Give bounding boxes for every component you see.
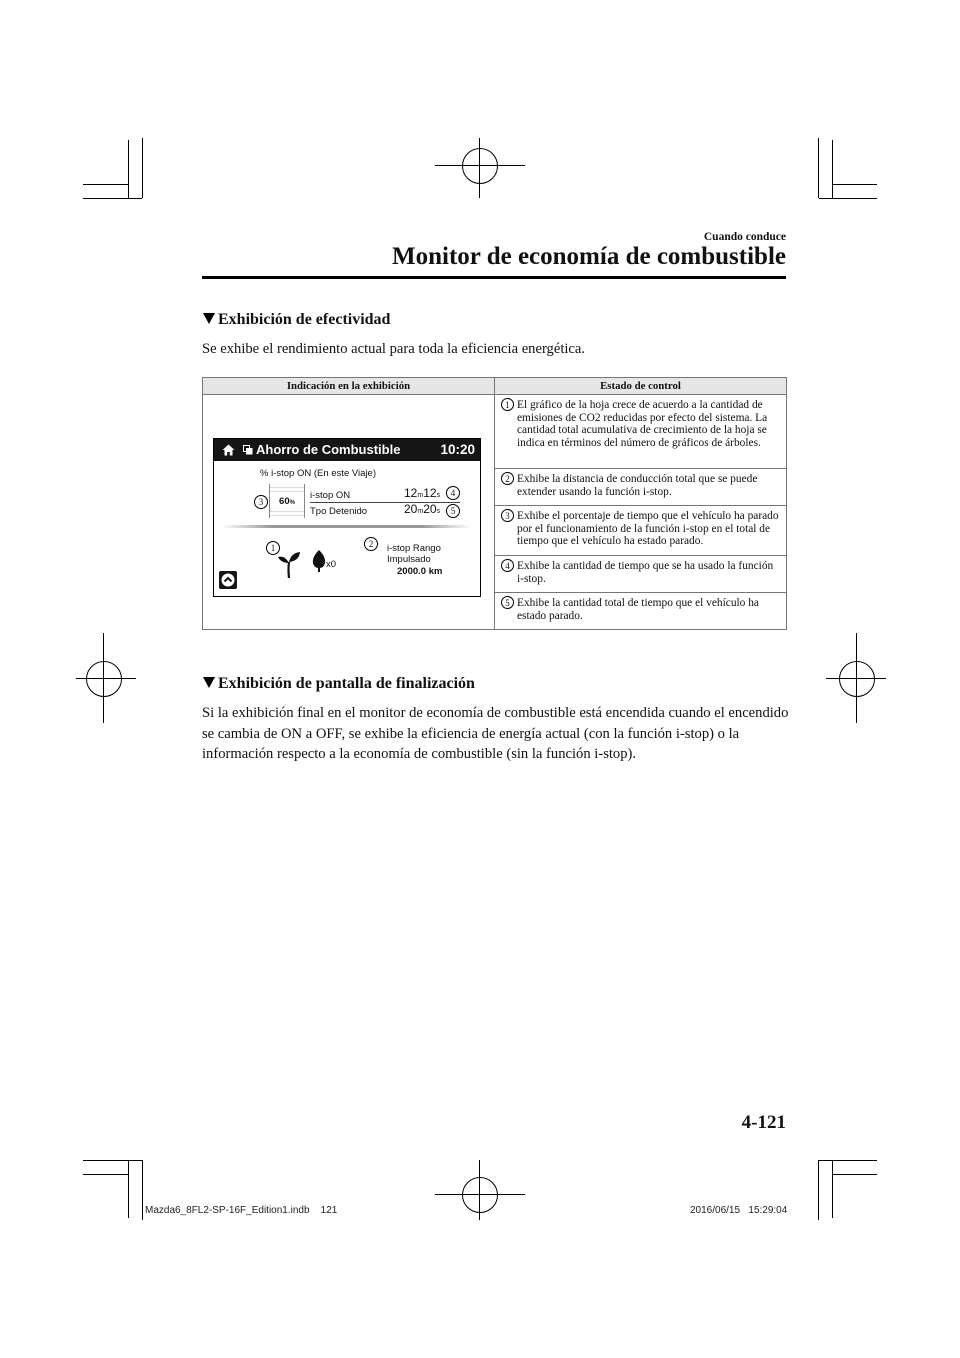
table-row xyxy=(495,506,787,556)
row-text: El gráfico de la hoja crece de acuerdo a la cantidad de emisiones de CO2 reducidas por efecto del sistema. La cantidad total acumulativa de crecimiento de la hoja se indica en términos del número de gráficos de árboles. xyxy=(517,399,768,449)
callout-5-icon: 5 xyxy=(446,504,460,518)
callout-3-icon: 3 xyxy=(501,509,514,522)
screen-title-bar xyxy=(214,439,480,461)
callout-2-icon: 2 xyxy=(364,537,378,551)
fuel-economy-screen xyxy=(213,438,481,597)
percent-unit: % xyxy=(289,500,295,506)
callout-4-icon: 4 xyxy=(446,486,460,500)
table-row xyxy=(495,469,787,506)
callout-4-icon: 4 xyxy=(501,559,514,572)
istop-on-time xyxy=(404,486,440,500)
table-row xyxy=(495,395,787,469)
triangle-icon xyxy=(203,677,215,688)
section-heading-text: Exhibición de efectividad xyxy=(218,311,391,328)
istop-on-label: i-stop ON xyxy=(310,490,351,501)
callout-5-icon: 5 xyxy=(501,596,514,609)
header-rule xyxy=(202,276,786,279)
row-text: Exhibe la cantidad de tiempo que se ha usado la función i-stop. xyxy=(517,560,774,585)
range-label-line1: i-stop Rango xyxy=(387,543,441,554)
tree-count: x0 xyxy=(326,559,337,570)
percent-gauge xyxy=(269,484,305,518)
table-header-display: Indicación en la exhibición xyxy=(203,378,495,395)
scroll-up-button[interactable] xyxy=(219,571,237,589)
stopped-minutes: 20 xyxy=(404,502,418,516)
range-label xyxy=(387,543,441,565)
footer-file xyxy=(145,1205,337,1216)
stopped-time-label: Tpo Detenido xyxy=(310,506,368,517)
istop-seconds: 12 xyxy=(423,486,437,500)
callout-2-icon: 2 xyxy=(501,472,514,485)
callout-3-icon: 3 xyxy=(254,495,268,509)
section2-body: Si la exhibición final en el monitor de economía de combustible está encendida cuando el encendido se cambia de ON a OFF, se exhibe la eficiencia de energía actual (con la función i-stop) o la información respecto a la economía de combustible (sin la función i-stop). xyxy=(202,705,789,762)
page-number: 4-121 xyxy=(741,1112,786,1133)
separator xyxy=(222,525,472,528)
tree-icon xyxy=(312,550,326,572)
footer-page: 121 xyxy=(320,1205,338,1216)
seconds-unit: s xyxy=(436,492,441,499)
section-label: Cuando conduce xyxy=(703,231,786,243)
section-heading-text: Exhibición de pantalla de finalización xyxy=(218,675,475,692)
minutes-unit: m xyxy=(417,492,424,499)
section-heading-finalizacion xyxy=(203,675,475,693)
section-intro: Se exhibe el rendimiento actual para toda la eficiencia energética. xyxy=(202,341,586,357)
section-heading-efectividad xyxy=(203,311,390,329)
row-text: Exhibe el porcentaje de tiempo que el vehículo ha parado por el funcionamiento de la función i-stop en el total de tiempo que el vehículo ha estado parado. xyxy=(517,510,779,548)
stopped-time xyxy=(404,502,440,516)
footer-filename: Mazda6_8FL2-SP-16F_Edition1.indb xyxy=(145,1205,310,1216)
page-title: Monitor de economía de combustible xyxy=(392,243,786,270)
screen-clock: 10:20 xyxy=(440,442,475,457)
sprout-icon xyxy=(277,549,301,579)
home-icon xyxy=(222,444,235,456)
range-value: 2000.0 km xyxy=(397,566,443,577)
chevron-up-icon xyxy=(219,571,237,589)
table-header-control: Estado de control xyxy=(495,378,787,395)
range-label-line2: Impulsado xyxy=(387,554,431,565)
screen-subtitle: % i-stop ON (En este Viaje) xyxy=(260,468,376,479)
seconds-unit: s xyxy=(436,508,441,515)
callout-1-icon: 1 xyxy=(501,398,514,411)
callout-1-icon: 1 xyxy=(266,541,280,555)
minutes-unit: m xyxy=(417,508,424,515)
table-row xyxy=(495,556,787,593)
stopped-seconds: 20 xyxy=(423,502,437,516)
istop-minutes: 12 xyxy=(404,486,418,500)
app-icon xyxy=(243,445,253,455)
footer-datetime: 2016/06/15 15:29:04 xyxy=(690,1205,788,1216)
percent-value: 60 xyxy=(279,496,290,507)
row-text: Exhibe la distancia de conducción total que se puede extender usando la función i-stop. xyxy=(517,473,758,498)
triangle-icon xyxy=(203,313,215,324)
row-text: Exhibe la cantidad total de tiempo que el vehículo ha estado parado. xyxy=(517,597,759,622)
table-row xyxy=(495,593,787,630)
screen-title: Ahorro de Combustible xyxy=(256,442,401,457)
